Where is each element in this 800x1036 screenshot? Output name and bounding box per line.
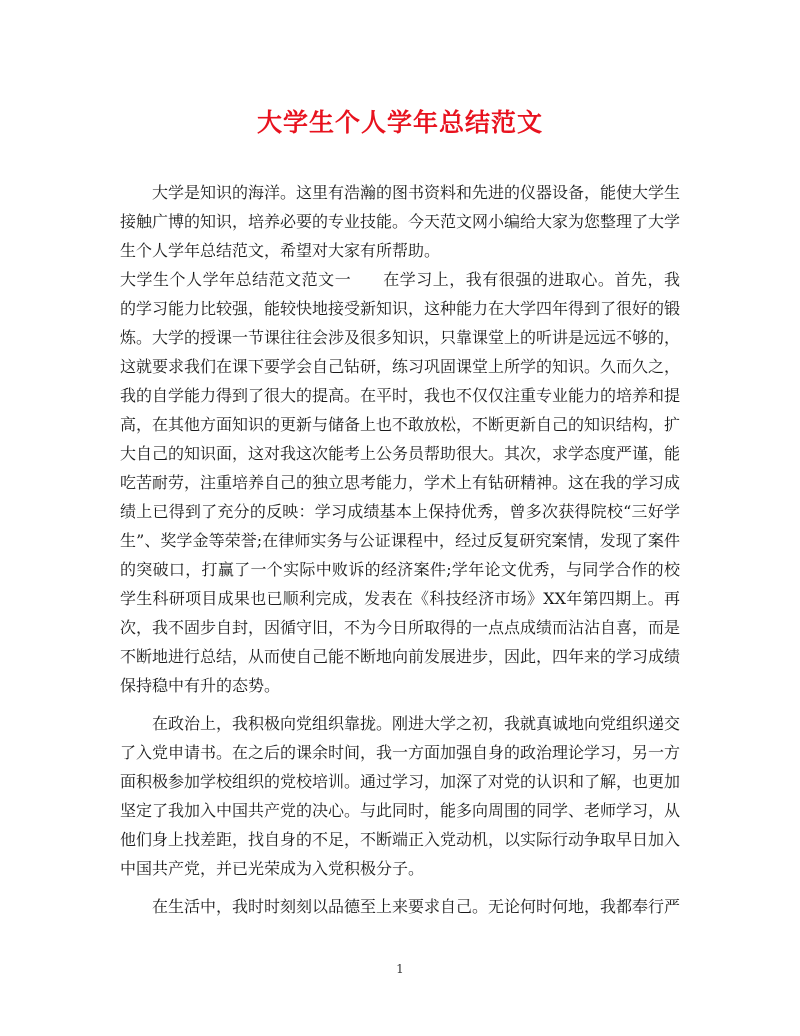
section-paragraph (120, 265, 680, 700)
life-paragraph: 在生活中，我时时刻刻以品德至上来要求自己。无论何时何地，我都奉行严 (152, 897, 681, 916)
document-body (120, 178, 680, 921)
document-title: 大学生个人学年总结范文 (256, 108, 543, 137)
politics-paragraph: 在政治上，我积极向党组织靠拢。刚进大学之初，我就真诚地向党组织递交了入党申请书。在之后的课余时间，我一方面加强自身的政治理论学习，另一方面积极参加学校组织的党校培训。通过学习，加深了对党的认识和了解，也更加坚定了我加入中国共产党的决心。与此同时，能多向周围的同学、老师学习，从他们身上找差距，找自身的不足，不断端正入党动机，以实际行动争取早日加入中国共产党，并已光荣成为入党积极分子。 (120, 714, 681, 878)
page-number: 1 (396, 962, 404, 976)
intro-paragraph: 大学是知识的海洋。这里有浩瀚的图书资料和先进的仪器设备，能使大学生接触广博的知识，培养必要的专业技能。今天范文网小编给大家为您整理了大学生个人学年总结范文，希望对大家有所帮助。 (120, 183, 681, 260)
section-title: 大学生个人学年总结范文范文一 (120, 270, 352, 289)
study-paragraph: 在学习上，我有很强的进取心。首先，我的学习能力比较强，能较快地接受新知识，这种能力在大学四年得到了很好的锻炼。大学的授课一节课往往会涉及很多知识，只靠课堂上的听讲是远远不够的，这就要求我们在课下要学会自己钻研，练习巩固课堂上所学的知识。久而久之，我的自学能力得到了很大的提高。在平时，我也不仅仅注重专业能力的培养和提高，在其他方面知识的更新与储备上也不敢放松，不断更新自己的知识结构，扩大自己的知识面，这对我这次能考上公务员帮助很大。其次，求学态度严谨，能吃苦耐劳，注重培养自己的独立思考能力，学术上有钻研精神。这在我的学习成绩上已得到了充分的反映：学习成绩基本上保持优秀，曾多次获得院校“三好学生”、奖学金等荣誉;在律师实务与公证课程中，经过反复研究案情，发现了案件的突破口，打赢了一个实际中败诉的经济案件;学年论文优秀，与同学合作的校学生科研项目成果也已顺利完成，发表在《科技经济市场》XX年第四期上。再次，我不固步自封，因循守旧，不为今日所取得的一点点成绩而沾沾自喜，而是不断地进行总结，从而使自己能不断地向前发展进步，因此，四年来的学习成绩保持稳中有升的态势。 (120, 270, 681, 695)
